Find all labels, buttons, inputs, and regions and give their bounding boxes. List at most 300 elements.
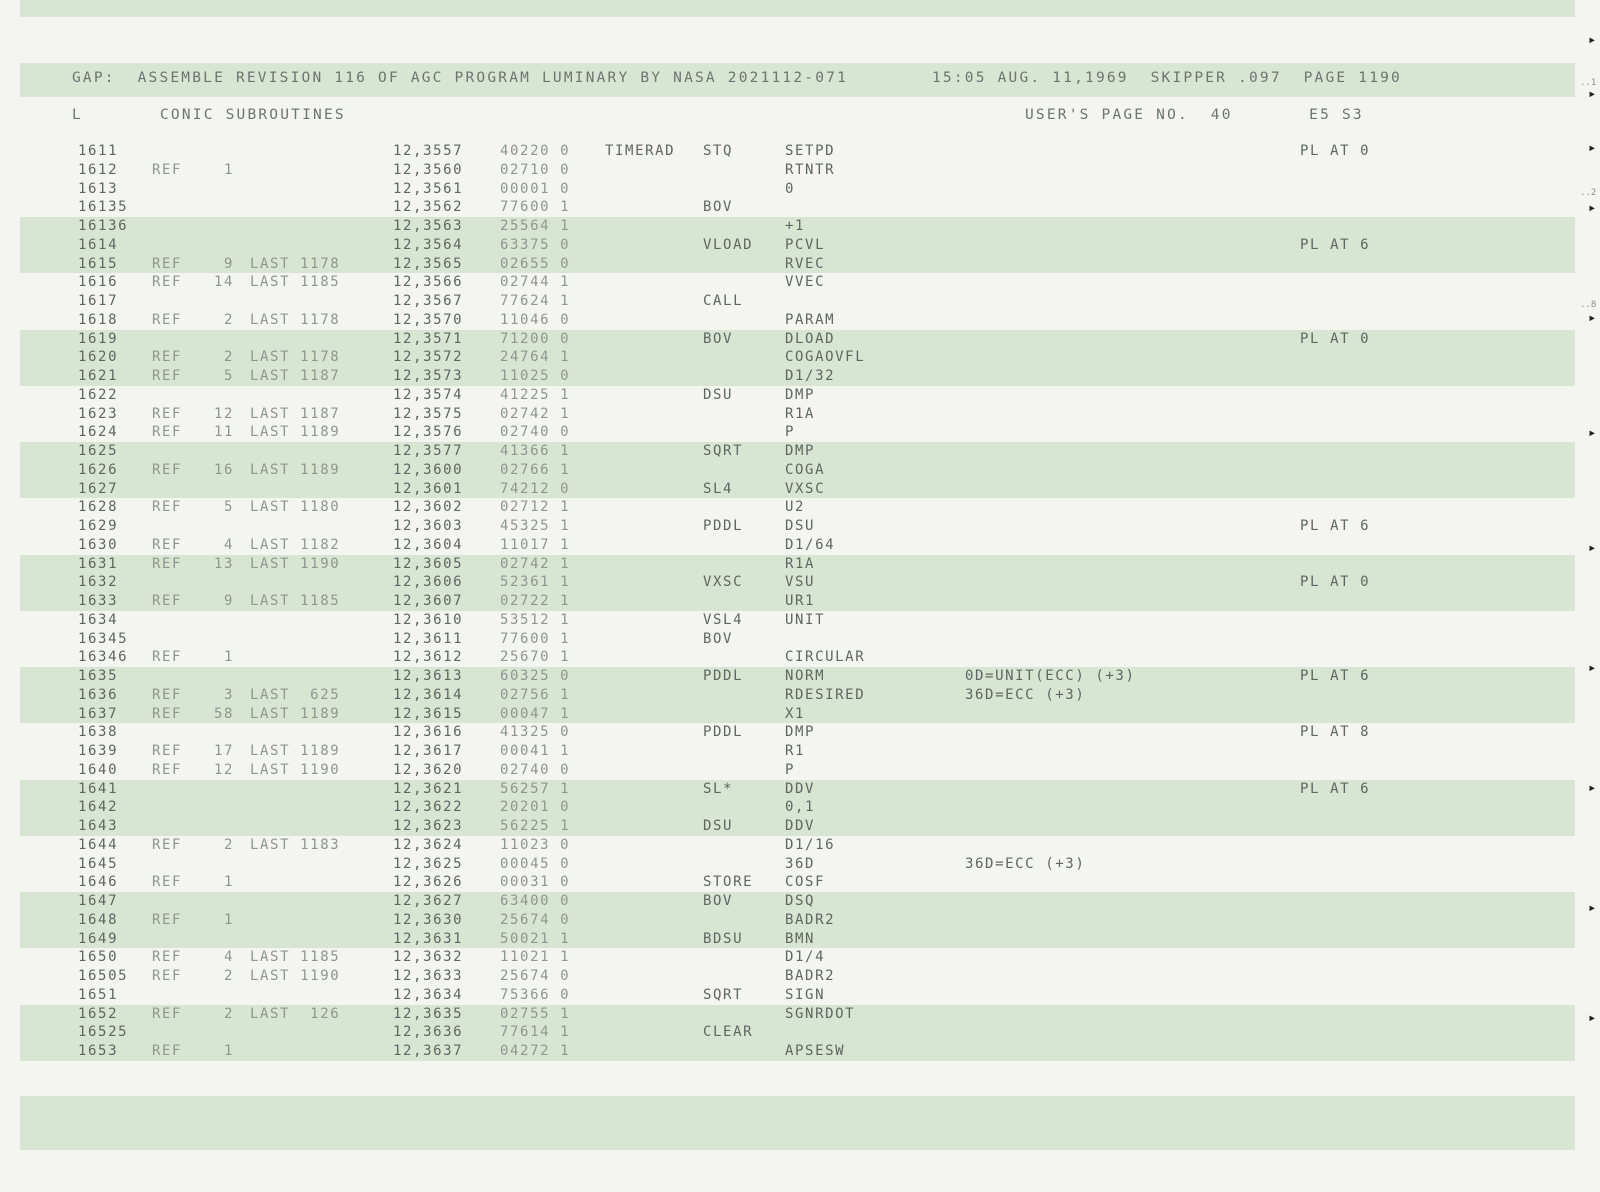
address: 12,3605 [393,555,464,572]
address: 12,3602 [393,499,464,516]
operand: R1A [785,555,816,572]
octal-word: 02755 1 [500,1005,571,1022]
address: 12,3620 [393,761,464,778]
listing-row [20,1023,1575,1042]
ref-count: 9 [223,255,234,272]
line-number: 1641 [78,780,119,797]
line-number: 16136 [78,218,129,234]
ref-label: REF [152,874,183,891]
address: 12,3560 [393,161,464,178]
operand: +1 [785,218,806,234]
line-number: 1619 [78,330,119,347]
listing-row [20,367,1575,386]
octal-word: 02740 0 [500,424,571,441]
address: 12,3622 [393,799,464,816]
operand: VVEC [785,274,826,291]
address: 12,3613 [393,668,464,684]
listing-row [20,217,1575,236]
line-number: 1631 [78,555,119,572]
listing-row [0,517,1600,536]
line-number: 1614 [78,236,119,253]
listing-row [0,611,1600,630]
opcode: SQRT [703,443,744,459]
feed-mark: ▸ [1588,310,1597,326]
push-list-note: PL AT 6 [1300,236,1371,253]
address: 12,3610 [393,611,464,628]
address: 12,3563 [393,218,464,234]
listing-row [20,686,1575,705]
listing-row [20,573,1575,592]
operand: P [785,424,796,441]
octal-word: 04272 1 [500,1043,571,1059]
line-number: 1642 [78,799,119,816]
listing-row [0,498,1600,517]
operand: 0,1 [785,799,816,816]
push-list-note: PL AT 6 [1300,518,1371,534]
opcode: SL4 [703,480,734,497]
operand: APSESW [785,1043,846,1059]
last-ref: LAST 1178 [250,255,341,272]
listing-row [0,386,1600,405]
operand: DMP [785,724,816,741]
address: 12,3627 [393,893,464,909]
opcode: VSL4 [703,611,744,628]
ref-count: 16 [213,461,234,478]
listing-row [20,798,1575,817]
octal-word: 63375 0 [500,236,571,253]
ref-label: REF [152,686,183,703]
side-mark: ..1 [1580,78,1597,88]
last-ref: LAST 1190 [250,555,341,572]
address: 12,3564 [393,236,464,253]
listing-row [20,461,1575,480]
address: 12,3570 [393,311,464,328]
operand: COGAOVFL [785,349,866,366]
address: 12,3617 [393,743,464,759]
ref-count: 12 [213,405,234,422]
operand: 0 [785,180,796,197]
line-number: 1633 [78,593,119,609]
operand: BADR2 [785,911,836,928]
opcode: PDDL [703,724,744,741]
push-list-note: PL AT 6 [1300,668,1371,684]
octal-word: 77614 1 [500,1024,571,1041]
octal-word: 02756 1 [500,686,571,703]
address: 12,3615 [393,705,464,722]
octal-word: 00047 1 [500,705,571,722]
ref-label: REF [152,705,183,722]
ref-label: REF [152,761,183,778]
line-number: 1653 [78,1043,119,1059]
operand: SETPD [785,143,836,159]
address: 12,3573 [393,368,464,384]
ref-count: 13 [213,555,234,572]
last-ref: LAST 1189 [250,461,341,478]
ref-count: 1 [223,161,234,178]
listing-row [20,592,1575,611]
octal-word: 02744 1 [500,274,571,291]
opcode: PDDL [703,668,744,684]
operand: X1 [785,705,806,722]
line-number: 16346 [78,649,129,666]
address: 12,3603 [393,518,464,534]
listing-row [20,705,1575,724]
line-number: 1645 [78,855,119,872]
address: 12,3576 [393,424,464,441]
octal-word: 02742 1 [500,555,571,572]
operand: D1/64 [785,536,836,553]
ref-label: REF [152,555,183,572]
feed-mark: ▸ [1588,32,1597,48]
line-number: 1617 [78,293,119,309]
line-number: 1616 [78,274,119,291]
address: 12,3571 [393,330,464,347]
octal-word: 45325 1 [500,518,571,534]
operand: VSU [785,574,816,591]
address: 12,3604 [393,536,464,553]
line-number: 1612 [78,161,119,178]
octal-word: 41366 1 [500,443,571,459]
listing-row [20,236,1575,255]
octal-word: 53512 1 [500,611,571,628]
listing-row [0,836,1600,855]
ref-count: 14 [213,274,234,291]
last-ref: LAST 1185 [250,274,341,291]
address: 12,3634 [393,986,464,1003]
header-user-page: USER'S PAGE NO. 40 E5 S3 [1025,107,1364,123]
address: 12,3567 [393,293,464,309]
last-ref: LAST 1190 [250,968,341,984]
octal-word: 25670 1 [500,649,571,666]
operand: DSU [785,518,816,534]
line-number: 1625 [78,443,119,459]
opcode: BOV [703,330,734,347]
octal-word: 00031 0 [500,874,571,891]
listing-row [0,967,1600,986]
push-list-note: PL AT 6 [1300,780,1371,797]
octal-word: 24764 1 [500,349,571,366]
ref-label: REF [152,1005,183,1022]
ref-count: 2 [223,836,234,853]
operand: UR1 [785,593,816,609]
octal-word: 75366 0 [500,986,571,1003]
listing-row [0,761,1600,780]
listing-row [20,330,1575,349]
ref-count: 1 [223,874,234,891]
ref-label: REF [152,836,183,853]
last-ref: LAST 1187 [250,368,341,384]
octal-word: 40220 0 [500,143,571,159]
opcode: BOV [703,630,734,647]
last-ref: LAST 1189 [250,743,341,759]
octal-word: 71200 0 [500,330,571,347]
listing-row [20,555,1575,574]
ref-count: 2 [223,349,234,366]
opcode: STORE [703,874,754,891]
address: 12,3607 [393,593,464,609]
octal-word: 02740 0 [500,761,571,778]
last-ref: LAST 625 [250,686,341,703]
ref-label: REF [152,368,183,384]
ref-label: REF [152,593,183,609]
listing-row [20,348,1575,367]
octal-word: 77600 1 [500,630,571,647]
listing-row [0,180,1600,199]
octal-word: 02722 1 [500,593,571,609]
ref-count: 12 [213,761,234,778]
address: 12,3557 [393,143,464,159]
address: 12,3577 [393,443,464,459]
address: 12,3606 [393,574,464,591]
feed-mark: ▸ [1588,780,1597,796]
line-number: 1620 [78,349,119,366]
listing-row [0,873,1600,892]
line-number: 16525 [78,1024,129,1041]
ref-count: 11 [213,424,234,441]
address: 12,3635 [393,1005,464,1022]
listing-row [0,161,1600,180]
line-number: 1651 [78,986,119,1003]
address: 12,3565 [393,255,464,272]
octal-word: 77600 1 [500,199,571,216]
opcode: BDSU [703,930,744,947]
ref-count: 2 [223,968,234,984]
header-log-marker: L [72,107,83,123]
operand: COSF [785,874,826,891]
octal-word: 11046 0 [500,311,571,328]
listing-row [0,536,1600,555]
octal-word: 74212 0 [500,480,571,497]
listing-row [20,667,1575,686]
octal-word: 11025 0 [500,368,571,384]
operand: 36D [785,855,816,872]
listing-row [20,442,1575,461]
comment: 36D=ECC (+3) [965,686,1086,703]
line-number: 1628 [78,499,119,516]
opcode: CLEAR [703,1024,754,1041]
line-number: 1648 [78,911,119,928]
last-ref: LAST 1182 [250,536,341,553]
last-ref: LAST 1187 [250,405,341,422]
octal-word: 02710 0 [500,161,571,178]
line-number: 1632 [78,574,119,591]
address: 12,3621 [393,780,464,797]
operand: DMP [785,443,816,459]
line-number: 1650 [78,949,119,966]
feed-mark: ▸ [1588,540,1597,556]
operand: CIRCULAR [785,649,866,666]
line-number: 1615 [78,255,119,272]
opcode: BOV [703,199,734,216]
address: 12,3612 [393,649,464,666]
line-number: 1644 [78,836,119,853]
operand: BMN [785,930,816,947]
listing-row [20,255,1575,274]
header-timestamp-page: 15:05 AUG. 11,1969 SKIPPER .097 PAGE 1190 [932,70,1402,86]
operand: D1/4 [785,949,826,966]
operand: BADR2 [785,968,836,984]
opcode: PDDL [703,518,744,534]
opcode: BOV [703,893,734,909]
last-ref: LAST 1178 [250,311,341,328]
ref-label: REF [152,461,183,478]
header-assembly-line: GAP: ASSEMBLE REVISION 116 OF AGC PROGRAM LUMINARY BY NASA 2021112-071 [72,70,849,86]
octal-word: 25674 0 [500,968,571,984]
opcode: VXSC [703,574,744,591]
address: 12,3614 [393,686,464,703]
side-mark: ..8 [1580,300,1597,310]
operand: RTNTR [785,161,836,178]
octal-word: 25674 0 [500,911,571,928]
operand: RVEC [785,255,826,272]
operand: DLOAD [785,330,836,347]
line-number: 16345 [78,630,129,647]
last-ref: LAST 1185 [250,593,341,609]
octal-word: 00041 1 [500,743,571,759]
address: 12,3631 [393,930,464,947]
line-number: 1639 [78,743,119,759]
ref-count: 4 [223,536,234,553]
operand: P [785,761,796,778]
line-number: 1622 [78,386,119,403]
header-section-title: CONIC SUBROUTINES [160,107,346,123]
line-number: 1629 [78,518,119,534]
feed-mark: ▸ [1588,660,1597,676]
listing-row [0,948,1600,967]
ref-label: REF [152,274,183,291]
operand: R1 [785,743,806,759]
octal-word: 56225 1 [500,818,571,834]
feed-mark: ▸ [1588,86,1597,102]
octal-word: 02712 1 [500,499,571,516]
operand: DDV [785,780,816,797]
line-number: 1636 [78,686,119,703]
ref-count: 5 [223,368,234,384]
address: 12,3625 [393,855,464,872]
ref-label: REF [152,743,183,759]
line-number: 1621 [78,368,119,384]
ref-count: 1 [223,1043,234,1059]
line-number: 1635 [78,668,119,684]
last-ref: LAST 1189 [250,424,341,441]
octal-word: 02766 1 [500,461,571,478]
address: 12,3623 [393,818,464,834]
listing-row [0,648,1600,667]
ref-label: REF [152,968,183,984]
line-number: 1643 [78,818,119,834]
opcode: CALL [703,293,744,309]
listing-row [20,780,1575,799]
listing-row [20,892,1575,911]
operand: D1/32 [785,368,836,384]
listing-row [20,817,1575,836]
listing-row [0,198,1600,217]
operand: PARAM [785,311,836,328]
address: 12,3630 [393,911,464,928]
ref-count: 5 [223,499,234,516]
ref-label: REF [152,536,183,553]
top-band [20,0,1575,17]
address: 12,3632 [393,949,464,966]
listing-row [0,292,1600,311]
address: 12,3611 [393,630,464,647]
listing-row [0,630,1600,649]
last-ref: LAST 1180 [250,499,341,516]
operand: U2 [785,499,806,516]
ref-label: REF [152,405,183,422]
listing-row [0,311,1600,330]
line-number: 16505 [78,968,129,984]
push-list-note: PL AT 0 [1300,143,1371,159]
assembly-listing [0,142,1600,1061]
ref-label: REF [152,1043,183,1059]
octal-word: 77624 1 [500,293,571,309]
ref-label: REF [152,911,183,928]
comment: 0D=UNIT(ECC) (+3) [965,668,1136,684]
operand: PCVL [785,236,826,253]
comment: 36D=ECC (+3) [965,855,1086,872]
ref-count: 9 [223,593,234,609]
last-ref: LAST 1183 [250,836,341,853]
octal-word: 52361 1 [500,574,571,591]
last-ref: LAST 126 [250,1005,341,1022]
opcode: DSU [703,818,734,834]
line-number: 1646 [78,874,119,891]
address: 12,3600 [393,461,464,478]
feed-mark: ▸ [1588,1010,1597,1026]
line-number: 1638 [78,724,119,741]
listing-row [0,723,1600,742]
ref-label: REF [152,424,183,441]
ref-label: REF [152,255,183,272]
address: 12,3624 [393,836,464,853]
octal-word: 11021 1 [500,949,571,966]
listing-row [0,405,1600,424]
octal-word: 02655 0 [500,255,571,272]
line-number: 1647 [78,893,119,909]
ref-label: REF [152,161,183,178]
line-number: 1623 [78,405,119,422]
ref-label: REF [152,499,183,516]
feed-mark: ▸ [1588,200,1597,216]
line-number: 1637 [78,705,119,722]
octal-word: 41225 1 [500,386,571,403]
line-number: 1652 [78,1005,119,1022]
line-number: 1611 [78,143,119,159]
operand: COGA [785,461,826,478]
octal-word: 41325 0 [500,724,571,741]
ref-count: 1 [223,911,234,928]
listing-row [20,930,1575,949]
octal-word: 20201 0 [500,799,571,816]
ref-count: 4 [223,949,234,966]
operand: DDV [785,818,816,834]
line-number: 1649 [78,930,119,947]
address: 12,3616 [393,724,464,741]
last-ref: LAST 1185 [250,949,341,966]
ref-label: REF [152,349,183,366]
line-number: 1640 [78,761,119,778]
listing-row [0,855,1600,874]
line-number: 1613 [78,180,119,197]
operand: SGNRDOT [785,1005,856,1022]
last-ref: LAST 1189 [250,705,341,722]
line-number: 1626 [78,461,119,478]
address: 12,3636 [393,1024,464,1041]
octal-word: 00001 0 [500,180,571,197]
operand: VXSC [785,480,826,497]
push-list-note: PL AT 0 [1300,574,1371,591]
